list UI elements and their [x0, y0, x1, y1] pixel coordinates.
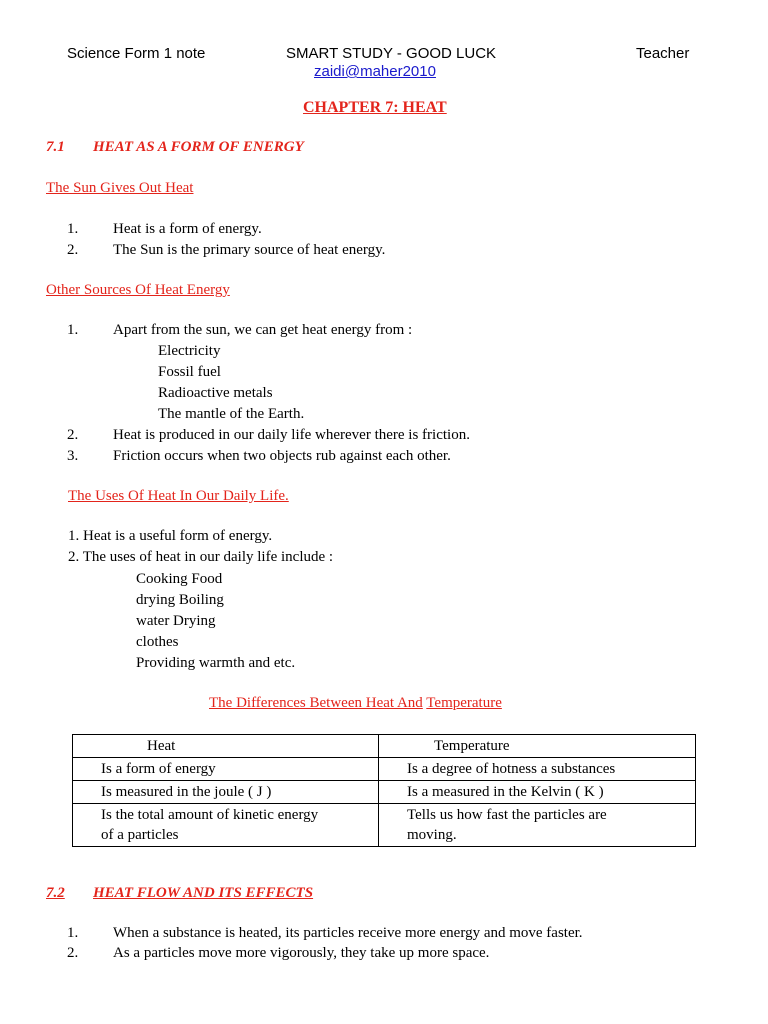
sun-item-1-number: 1.: [67, 221, 79, 237]
section-72-item-1-number: 1.: [67, 925, 79, 941]
sources-item-3-number: 3.: [67, 448, 79, 464]
sources-item-2-text: Heat is produced in our daily life wherever there is friction.: [113, 427, 470, 443]
section-72-item-1-text: When a substance is heated, its particles receive more energy and move faster.: [113, 925, 583, 941]
table-header-heat: Heat: [73, 735, 379, 758]
uses-subitem: drying Boiling: [136, 592, 224, 608]
sources-heading: Other Sources Of Heat Energy: [46, 282, 230, 298]
uses-subitem: Providing warmth and etc.: [136, 655, 296, 671]
table-cell-line: Tells us how fast the particles are: [407, 807, 607, 823]
sun-item-1-text: Heat is a form of energy.: [113, 221, 262, 237]
sources-subitem: The mantle of the Earth.: [158, 406, 305, 422]
sources-item-1-text: Apart from the sun, we can get heat energy from :: [113, 322, 413, 338]
sun-item-2-number: 2.: [67, 242, 79, 258]
sources-item-2-number: 2.: [67, 427, 79, 443]
uses-subitem: water Drying: [136, 613, 216, 629]
sources-subitem: Fossil fuel: [158, 364, 221, 380]
table-cell-line: of a particles: [101, 827, 179, 843]
uses-heading: The Uses Of Heat In Our Daily Life.: [68, 488, 289, 504]
table-row: [73, 804, 696, 847]
table-row: [73, 758, 696, 781]
table-header-row: [73, 735, 696, 758]
section-72-title: HEAT FLOW AND ITS EFFECTS: [93, 885, 314, 901]
table-header-temperature: Temperature: [379, 735, 696, 758]
section-71-number: 7.1: [46, 139, 65, 155]
sources-subitem: Electricity: [158, 343, 221, 359]
table-cell: [379, 804, 696, 847]
section-72-number: 7.2: [46, 885, 65, 901]
table-cell-line: Is the total amount of kinetic energy: [101, 807, 319, 823]
table-cell: Is a form of energy: [73, 758, 379, 781]
differences-heading-part2: Temperature: [426, 695, 502, 711]
differences-heading-part1: The Differences Between Heat And: [209, 695, 423, 711]
uses-item-2: 2. The uses of heat in our daily life include :: [68, 549, 334, 565]
chapter-title: CHAPTER 7: HEAT: [303, 99, 447, 116]
table-cell: Is a degree of hotness a substances: [379, 758, 696, 781]
table-cell: Is measured in the joule ( J ): [73, 781, 379, 804]
sources-item-1-number: 1.: [67, 322, 79, 338]
uses-subitem: Cooking Food: [136, 571, 223, 587]
table-cell: Is a measured in the Kelvin ( K ): [379, 781, 696, 804]
differences-heading: [209, 696, 502, 711]
uses-item-1: 1. Heat is a useful form of energy.: [68, 528, 273, 544]
section-72-item-2-text: As a particles move more vigorously, they take up more space.: [113, 945, 490, 961]
sun-item-2-text: The Sun is the primary source of heat energy.: [113, 242, 386, 258]
table-cell-line: moving.: [407, 827, 457, 843]
table-row: [73, 781, 696, 804]
section-72-item-2-number: 2.: [67, 945, 79, 961]
differences-table: [72, 734, 696, 847]
header-center: SMART STUDY - GOOD LUCK: [286, 45, 497, 62]
sources-subitem: Radioactive metals: [158, 385, 273, 401]
header-email-link[interactable]: zaidi@maher2010: [314, 63, 436, 80]
uses-subitem: clothes: [136, 634, 179, 650]
section-71-title: HEAT AS A FORM OF ENERGY: [93, 139, 304, 155]
table-cell: [73, 804, 379, 847]
header-left: Science Form 1 note: [67, 45, 206, 62]
sun-heading: The Sun Gives Out Heat: [46, 180, 194, 196]
header-right: Teacher: [636, 45, 690, 62]
sources-item-3-text: Friction occurs when two objects rub against each other.: [113, 448, 451, 464]
